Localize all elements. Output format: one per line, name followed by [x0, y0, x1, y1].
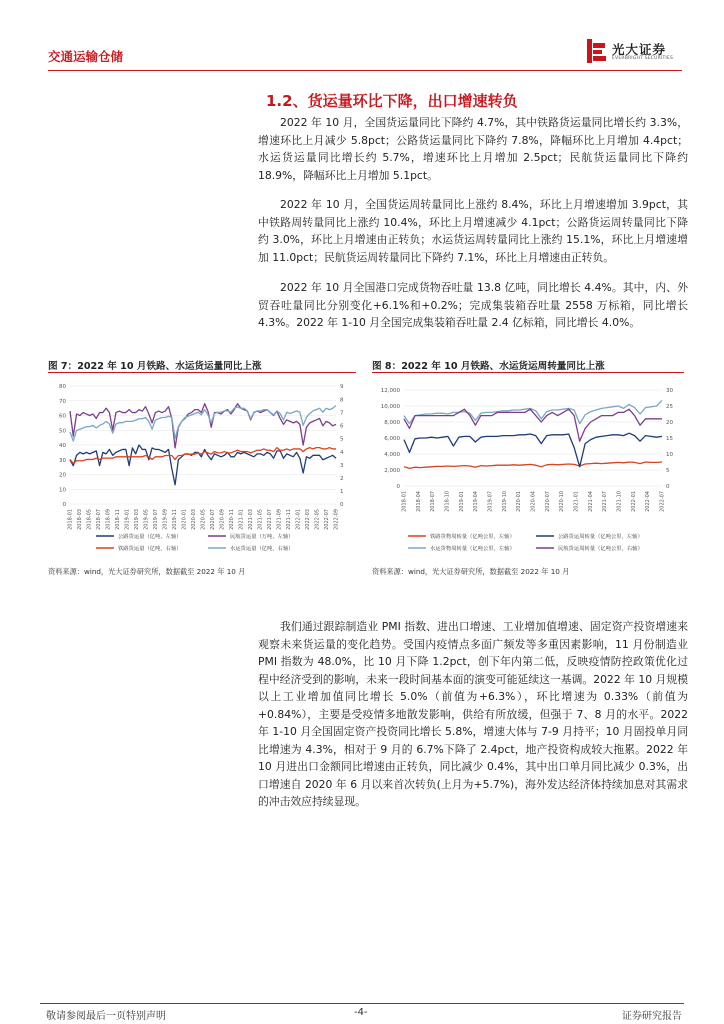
x-tick-label: 2021-01 — [238, 509, 245, 530]
x-tick-label: 2022-01 — [630, 491, 637, 512]
series-line-1 — [404, 462, 662, 468]
section-title: 1.2、货运量环比下降，出口增速转负 — [266, 92, 518, 110]
y-right-tick-label: 15 — [666, 436, 673, 443]
figure-8-divider — [372, 372, 684, 373]
y-right-tick-label: 0 — [666, 484, 670, 491]
figure-8-chart — [372, 376, 684, 564]
figure-7-chart — [48, 376, 358, 564]
figure-7-divider — [48, 372, 356, 373]
figure-7-source: 资料来源：wind，光大证券研究所，数据截至 2022 年 10 月 — [48, 567, 246, 576]
x-tick-label: 2022-04 — [645, 491, 652, 512]
y-left-tick-label: 20 — [59, 472, 66, 479]
x-tick-label: 2022-03 — [305, 509, 311, 530]
x-tick-label: 2019-10 — [501, 491, 508, 512]
logo-mark-icon — [586, 38, 608, 64]
y-right-tick-label: 5 — [666, 468, 670, 475]
x-tick-label: 2020-07 — [210, 509, 216, 530]
header-title: 交通运输仓储 — [48, 49, 124, 64]
legend-label: 公路货运量（亿吨，左轴） — [118, 534, 182, 540]
y-right-tick-label: 30 — [666, 388, 673, 395]
figure-8-source: 资料来源：wind，光大证券研究所，数据截至 2022 年 10 月 — [372, 567, 570, 576]
x-tick-label: 2021-03 — [248, 509, 254, 530]
header-divider — [48, 70, 682, 71]
series-line-1 — [70, 445, 336, 485]
x-tick-label: 2020-01 — [181, 509, 188, 530]
x-tick-label: 2020-04 — [530, 491, 537, 512]
x-tick-label: 2019-01 — [458, 491, 465, 512]
legend-label: 铁路货运量（亿吨，右轴） — [118, 546, 182, 552]
x-tick-label: 2018-01 — [401, 491, 408, 512]
legend-label: 公路货运周转量（亿吨公里，左轴） — [558, 534, 643, 540]
x-tick-label: 2021-04 — [587, 491, 594, 512]
y-left-tick-label: 4,000 — [384, 452, 400, 459]
x-tick-label: 2022-01 — [295, 509, 302, 530]
series-line-4 — [70, 406, 336, 441]
x-tick-label: 2021-11 — [286, 509, 292, 530]
y-right-tick-label: 0 — [340, 502, 344, 509]
x-tick-label: 2019-09 — [162, 509, 169, 530]
x-tick-label: 2018-04 — [415, 491, 422, 512]
x-tick-label: 2022-09 — [333, 509, 340, 530]
x-tick-label: 2022-07 — [659, 491, 666, 512]
legend-label: 民航货运量（万吨，左轴） — [230, 534, 294, 540]
y-left-tick-label: 0 — [62, 502, 66, 509]
legend-label: 水运货物周转量（亿吨公里，左轴） — [430, 546, 515, 552]
x-tick-label: 2022-07 — [324, 509, 330, 530]
legend-label: 铁路货物周转量（亿吨公里，左轴） — [430, 534, 515, 540]
y-right-tick-label: 20 — [666, 420, 673, 427]
y-right-tick-label: 9 — [340, 384, 344, 391]
x-tick-label: 2019-04 — [473, 491, 480, 512]
company-logo — [586, 38, 686, 66]
x-tick-label: 2022-05 — [314, 509, 321, 530]
legend-label: 水运货运量（亿吨，右轴） — [230, 546, 294, 552]
x-tick-label: 2020-03 — [191, 509, 197, 530]
y-left-tick-label: 2,000 — [384, 468, 400, 475]
y-left-tick-label: 60 — [59, 413, 66, 420]
footer-divider — [40, 1003, 684, 1004]
logo-text-en: EVERBRIGHT SECURITIES — [612, 56, 674, 61]
x-tick-label: 2019-01 — [124, 509, 131, 530]
x-tick-label: 2021-07 — [267, 509, 273, 530]
x-tick-label: 2021-10 — [616, 491, 623, 512]
y-left-tick-label: 0 — [396, 484, 400, 491]
y-right-tick-label: 10 — [666, 452, 673, 459]
y-right-tick-label: 8 — [340, 397, 344, 404]
paragraph-port-throughput: 2022 年 10 月全国港口完成货物吞吐量 13.8 亿吨，同比增长 4.4%。其中，内、外贸吞吐量同比分别变化+6.1%和+0.2%；完成集装箱吞吐量 2558 万标箱，同比增长 4.3%。2022 年 1-10 月全国完成集装箱吞吐量 2.4 亿标箱，同比增长 4.0%。 — [258, 281, 688, 330]
x-tick-label: 2018-07 — [430, 491, 437, 512]
x-tick-label: 2018-11 — [115, 509, 121, 530]
y-left-tick-label: 70 — [59, 398, 66, 405]
y-left-tick-label: 10 — [59, 487, 66, 494]
y-left-tick-label: 6,000 — [384, 436, 400, 443]
y-right-tick-label: 2 — [340, 475, 344, 482]
series-line-4 — [404, 409, 662, 441]
x-tick-label: 2019-03 — [134, 509, 140, 530]
footer-disclaimer: 敬请参阅最后一页特别声明 — [46, 1011, 166, 1022]
x-tick-label: 2021-01 — [573, 491, 580, 512]
y-left-tick-label: 30 — [59, 457, 66, 464]
figure-8-title: 图 8：2022 年 10 月铁路、水运货运周转量同比上涨 — [372, 361, 605, 372]
page-number: -4- — [354, 1007, 368, 1018]
x-tick-label: 2018-03 — [77, 509, 83, 530]
y-left-tick-label: 50 — [59, 428, 66, 435]
y-left-tick-label: 80 — [59, 384, 66, 391]
x-tick-label: 2021-05 — [257, 509, 264, 530]
y-right-tick-label: 25 — [666, 404, 673, 411]
footer-report-type: 证券研究报告 — [622, 1011, 682, 1022]
y-left-tick-label: 10,000 — [380, 404, 400, 411]
paragraph-macro-analysis: 我们通过跟踪制造业 PMI 指数、进出口增速、工业增加值增速、固定资产投资增速来观察未来货运量的变化趋势。受国内疫情点多面广频发等多重因素影响，11 月份制造业 PMI 指数为 48.0%，比 10 月下降 1.2pct，创下年内第二低，反映疫情防控政策优化过程中经济受到的影响，未来一段时间基本面的演变可能延续这一基调。2022 年 10 月规模以上工业增加值同比增长 5.0%（前值为+6.3%），环比增速为 0.33%（前值为+0.84%），主要是受疫情多地散发影响，供给有所放缓，但强于 7、8 月的水平。2022 年 1-10 月全国固定资产投资同比增长 5.8%，增速大体与 7-9 月持平；10 月固投单月同比增速为 4.3%，相对于 9 月的 6.7%下降了 2.4pct，地产投资构成较大拖累。2022 年 10 月进出口金额同比增速由正转负，同比减少 0.4%，其中出口单月同比减少 0.3%，出口增速自 2020 年 6 月以来首次转负(上月为+5.7%)，海外发达经济体持续加息对其需求的冲击效应持续显现。 — [258, 620, 688, 808]
y-left-tick-label: 12,000 — [380, 388, 400, 395]
x-tick-label: 2020-10 — [559, 491, 566, 512]
x-tick-label: 2020-01 — [516, 491, 523, 512]
x-tick-label: 2020-09 — [219, 509, 226, 530]
x-tick-label: 2019-05 — [143, 509, 150, 530]
y-right-tick-label: 5 — [340, 436, 344, 443]
y-right-tick-label: 1 — [340, 489, 344, 496]
x-tick-label: 2021-09 — [276, 509, 283, 530]
x-tick-label: 2018-09 — [105, 509, 112, 530]
x-tick-label: 2018-01 — [67, 509, 74, 530]
y-right-tick-label: 3 — [340, 462, 344, 469]
logo-text-cn: 光大证券 — [612, 42, 667, 57]
x-tick-label: 2019-07 — [153, 509, 159, 530]
paragraph-freight-turnover: 2022 年 10 月，全国货运周转量同比上涨约 8.4%，环比上月增速增加 3.9pct，其中铁路周转量同比上涨约 10.4%，环比上月增速减少 4.1pct；公路货运周转量同比下降约 3.0%，环比上月增速由正转负；水运货运周转量同比上涨约 15.1%，环比上月增速增加 11.0pct；民航货运周转量同比下降约 7.1%，环比上月增速由正转负。 — [258, 198, 688, 264]
x-tick-label: 2018-10 — [444, 491, 451, 512]
y-right-tick-label: 6 — [340, 423, 344, 430]
x-tick-label: 2020-07 — [544, 491, 551, 512]
y-left-tick-label: 8,000 — [384, 420, 400, 427]
x-tick-label: 2018-07 — [96, 509, 102, 530]
y-left-tick-label: 40 — [59, 443, 66, 450]
figure-7-title: 图 7：2022 年 10 月铁路、水运货运量同比上涨 — [48, 361, 262, 372]
x-tick-label: 2020-11 — [229, 509, 235, 530]
x-tick-label: 2019-11 — [172, 509, 178, 530]
y-right-tick-label: 7 — [340, 410, 344, 417]
paragraph-freight-volume: 2022 年 10 月，全国货运量同比下降约 4.7%，其中铁路货运量同比增长约 3.3%，增速环比上月减少 5.8pct；公路货运量同比下降约 7.8%，降幅环比上月增加 4.4pct；水运货运量同比增长约 5.7%，增速环比上月增加 2.5pct；民航货运量同比下降约 18.9%，降幅环比上月增加 5.1pct。 — [258, 116, 688, 182]
x-tick-label: 2021-07 — [602, 491, 609, 512]
legend-label: 民航货运周转量（亿吨公里，右轴） — [558, 546, 643, 552]
x-tick-label: 2019-07 — [487, 491, 494, 512]
y-right-tick-label: 4 — [340, 449, 344, 456]
x-tick-label: 2018-05 — [86, 509, 93, 530]
x-tick-label: 2020-05 — [200, 509, 207, 530]
